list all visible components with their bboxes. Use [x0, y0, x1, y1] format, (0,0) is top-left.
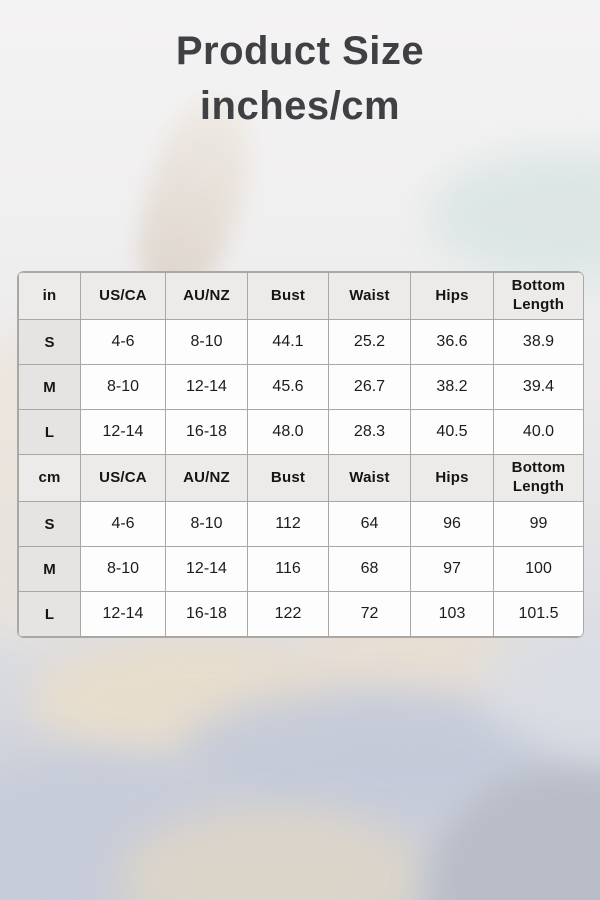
- size-cell: 8-10: [81, 365, 166, 410]
- header-bust: Bust: [248, 273, 329, 320]
- header-us-ca: US/CA: [81, 455, 166, 502]
- size-label: L: [19, 592, 81, 637]
- size-cell: 97: [411, 547, 494, 592]
- size-cell: 16-18: [166, 592, 248, 637]
- size-cell: 8-10: [166, 320, 248, 365]
- size-cell: 68: [329, 547, 411, 592]
- page-title-line2: inches/cm: [199, 84, 401, 128]
- size-cell: 64: [329, 502, 411, 547]
- header-hips: Hips: [411, 273, 494, 320]
- size-cell: 99: [494, 502, 584, 547]
- table-row-m-inches: [19, 365, 584, 410]
- size-cell: 4-6: [81, 320, 166, 365]
- size-cell: 101.5: [494, 592, 584, 637]
- size-cell: 16-18: [166, 410, 248, 455]
- size-label: M: [19, 365, 81, 410]
- size-cell: 96: [411, 502, 494, 547]
- size-label: S: [19, 502, 81, 547]
- size-cell: 38.2: [411, 365, 494, 410]
- sky-patch-blur: [426, 148, 600, 283]
- size-cell: 38.9: [494, 320, 584, 365]
- unit-cell-in: in: [19, 273, 81, 320]
- table-row-m-cm: [19, 547, 584, 592]
- size-label: S: [19, 320, 81, 365]
- page-title-line1: Product Size: [175, 29, 425, 73]
- size-cell: 72: [329, 592, 411, 637]
- size-cell: 112: [248, 502, 329, 547]
- unit-cell-cm: cm: [19, 455, 81, 502]
- table-row-l-cm: [19, 592, 584, 637]
- header-au-nz: AU/NZ: [166, 273, 248, 320]
- page-title: [0, 24, 600, 134]
- size-cell: 103: [411, 592, 494, 637]
- size-cell: 8-10: [81, 547, 166, 592]
- size-cell: 4-6: [81, 502, 166, 547]
- size-cell: 40.0: [494, 410, 584, 455]
- size-chart-table: [18, 272, 583, 637]
- size-cell: 25.2: [329, 320, 411, 365]
- header-bust: Bust: [248, 455, 329, 502]
- size-cell: 116: [248, 547, 329, 592]
- header-waist: Waist: [329, 455, 411, 502]
- header-bottom-length: Bottom Length: [494, 455, 584, 502]
- header-row-cm: [19, 455, 584, 502]
- size-cell: 12-14: [81, 592, 166, 637]
- size-cell: 12-14: [166, 547, 248, 592]
- header-row-inches: [19, 273, 584, 320]
- size-cell: 12-14: [166, 365, 248, 410]
- table-row-l-inches: [19, 410, 584, 455]
- size-cell: 122: [248, 592, 329, 637]
- size-cell: 100: [494, 547, 584, 592]
- size-cell: 39.4: [494, 365, 584, 410]
- size-table-wrapper: [18, 272, 583, 637]
- size-cell: 26.7: [329, 365, 411, 410]
- table-row-s-cm: [19, 502, 584, 547]
- size-cell: 44.1: [248, 320, 329, 365]
- header-bottom-length: Bottom Length: [494, 273, 584, 320]
- size-cell: 12-14: [81, 410, 166, 455]
- size-cell: 28.3: [329, 410, 411, 455]
- size-label: M: [19, 547, 81, 592]
- size-label: L: [19, 410, 81, 455]
- size-cell: 8-10: [166, 502, 248, 547]
- size-cell: 36.6: [411, 320, 494, 365]
- size-cell: 40.5: [411, 410, 494, 455]
- header-au-nz: AU/NZ: [166, 455, 248, 502]
- size-cell: 48.0: [248, 410, 329, 455]
- header-hips: Hips: [411, 455, 494, 502]
- table-row-s-inches: [19, 320, 584, 365]
- header-waist: Waist: [329, 273, 411, 320]
- header-us-ca: US/CA: [81, 273, 166, 320]
- size-cell: 45.6: [248, 365, 329, 410]
